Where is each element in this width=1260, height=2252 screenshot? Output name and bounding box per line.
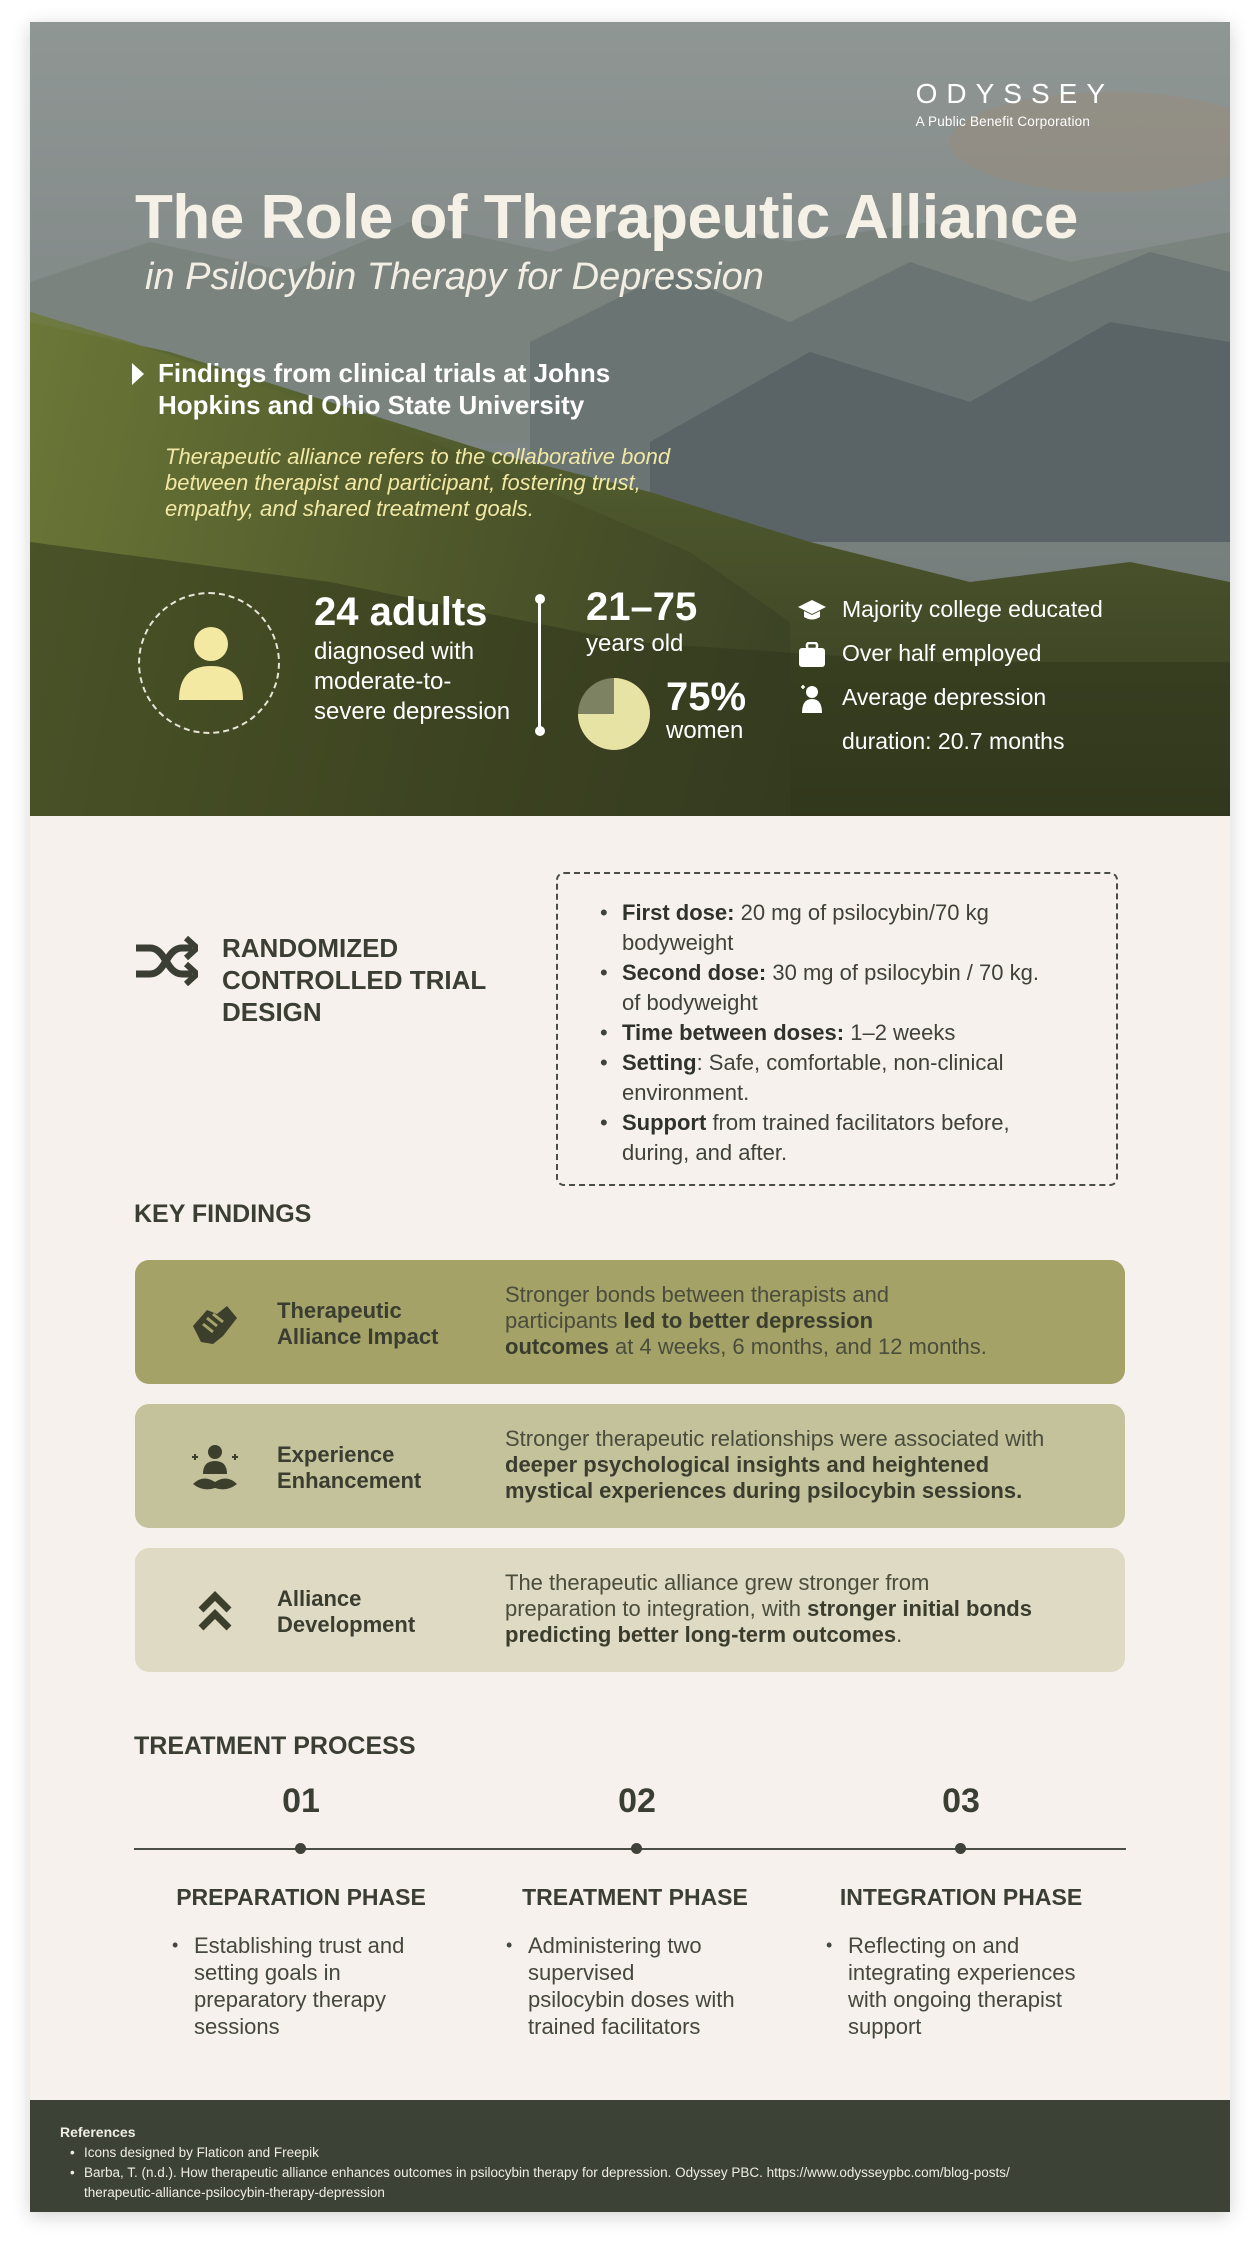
age-range: 21–75 <box>586 585 698 629</box>
dose-item-label: Second dose: <box>622 960 767 985</box>
phase-description <box>194 1932 404 2040</box>
dosing-details-box <box>556 872 1118 1186</box>
finding-text <box>505 1282 1105 1360</box>
phase-desc-line: • Administering two <box>528 1933 702 1958</box>
finding-text-line-2b: stronger initial bonds <box>807 1596 1032 1621</box>
avatar <box>138 592 280 734</box>
graduation-cap-icon <box>796 596 828 626</box>
phase-desc-line: support <box>848 2014 922 2039</box>
participants-stat <box>314 590 544 727</box>
depression-icon <box>796 684 828 714</box>
dose-item-text-2: during, and after. <box>622 1140 788 1165</box>
key-findings-heading: KEY FINDINGS <box>134 1200 312 1228</box>
dose-item-label: First dose: <box>622 900 735 925</box>
finding-text-line-1: The therapeutic alliance grew stronger from <box>505 1570 930 1595</box>
trial-title-line-1: RANDOMIZED <box>222 933 399 963</box>
dose-item <box>598 958 1096 1018</box>
step-number: 03 <box>942 1782 980 1820</box>
finding-text-line-2: deeper psychological insights and heightened <box>505 1452 990 1477</box>
trial-design-heading <box>222 932 552 1028</box>
step-number: 02 <box>618 1782 656 1820</box>
timeline-line <box>134 1848 1126 1850</box>
finding-label-line-2: Development <box>277 1612 416 1637</box>
phase-desc-line: • Establishing trust and <box>194 1933 405 1958</box>
hero-section <box>30 22 1230 816</box>
person-icon <box>175 624 247 704</box>
page-title: The Role of Therapeutic Alliance <box>135 183 1078 252</box>
timeline-dot <box>295 1843 306 1854</box>
women-label: women <box>666 717 744 744</box>
dose-item-text: 1–2 weeks <box>844 1020 956 1045</box>
finding-label <box>277 1442 477 1494</box>
handshake-fist-icon <box>187 1296 243 1352</box>
finding-label <box>277 1298 477 1350</box>
phase-desc-line: sessions <box>194 2014 280 2039</box>
timeline-dot <box>631 1843 642 1854</box>
finding-card-development <box>135 1548 1125 1672</box>
reference-item: • Icons designed by Flaticon and Freepik <box>70 2143 1230 2163</box>
finding-label-line-1: Therapeutic <box>277 1298 402 1323</box>
phase-desc-line: integrating experiences <box>848 1960 1076 1985</box>
phase-desc-line: setting goals in <box>194 1960 341 1985</box>
age-label: years old <box>586 630 684 657</box>
phase-desc-line: with ongoing therapist <box>848 1987 1063 2012</box>
finding-text-line-3b: . <box>896 1622 903 1647</box>
dose-item <box>598 1108 1096 1168</box>
phase-desc-line: trained facilitators <box>528 2014 701 2039</box>
adults-desc-3: severe depression <box>314 698 511 725</box>
finding-text-line-1: Stronger therapeutic relationships were associated with <box>505 1426 1045 1451</box>
fact-text: Average depression <box>842 684 1047 710</box>
finding-text-line-2a: participants <box>505 1308 624 1333</box>
shuffle-icon <box>134 936 198 986</box>
fact-text: Majority college educated <box>842 596 1103 622</box>
finding-text-line-2a: preparation to integration, with <box>505 1596 808 1621</box>
dose-item <box>598 898 1096 958</box>
references-footer <box>30 2100 1230 2212</box>
finding-text-line-3b: at 4 weeks, 6 months, and 12 months. <box>608 1334 987 1359</box>
brand-logo <box>916 78 1114 129</box>
finding-label-line-2: Enhancement <box>277 1468 422 1493</box>
finding-card-experience <box>135 1404 1125 1528</box>
fact-text: Over half employed <box>842 640 1042 666</box>
reference-url-continuation[interactable]: therapeutic-alliance-psilocybin-therapy-depression <box>84 2185 385 2200</box>
pointer-icon <box>132 363 144 385</box>
phase-desc-line: psilocybin doses with <box>528 1987 735 2012</box>
finding-text-line-3a: outcomes <box>505 1334 609 1359</box>
dose-item-text: 20 mg of psilocybin/70 kg <box>734 900 989 925</box>
phase-description <box>528 1932 735 2040</box>
double-chevron-up-icon <box>187 1584 243 1640</box>
fact-item <box>796 640 1103 684</box>
phase-title: INTEGRATION PHASE <box>839 1884 1083 1910</box>
phase-title: TREATMENT PHASE <box>522 1884 748 1910</box>
finding-card-impact <box>135 1260 1125 1384</box>
trial-title-line-3: DESIGN <box>222 997 322 1027</box>
dose-item-text-2: bodyweight <box>622 930 734 955</box>
dose-item-text: 30 mg of psilocybin / 70 kg. <box>766 960 1039 985</box>
finding-text <box>505 1426 1105 1504</box>
demographic-facts <box>796 596 1103 772</box>
age-stat <box>586 585 697 658</box>
timeline-dot <box>955 1843 966 1854</box>
brand-name: ODYSSEY <box>915 78 1114 109</box>
finding-text-line-3a: predicting better long-term outcomes <box>505 1622 897 1647</box>
adults-desc-1: diagnosed with <box>314 638 475 665</box>
references-heading: References <box>60 2124 136 2140</box>
dose-item-label: Time between doses: <box>622 1020 845 1045</box>
fact-continuation: duration: 20.7 months <box>842 728 1065 754</box>
finding-text <box>505 1570 1105 1648</box>
definition-line-1: Therapeutic alliance refers to the collaborative bond <box>165 444 671 469</box>
dose-item-label: Setting <box>622 1050 697 1075</box>
finding-label-line-2: Alliance Impact <box>277 1324 439 1349</box>
dose-item <box>598 1048 1096 1108</box>
finding-label <box>277 1586 477 1638</box>
definition-line-3: empathy, and shared treatment goals. <box>165 496 534 521</box>
finding-label-line-1: Alliance <box>277 1586 362 1611</box>
adults-desc-2: moderate-to- <box>314 668 452 695</box>
adults-count: 24 adults <box>314 590 488 634</box>
women-percent: 75% <box>666 675 747 719</box>
fact-item <box>796 596 1103 640</box>
findings-line-1: Findings from clinical trials at Johns <box>158 358 611 388</box>
alliance-definition <box>165 444 745 522</box>
dose-item-text-2: of bodyweight <box>622 990 758 1015</box>
treatment-process-heading: TREATMENT PROCESS <box>134 1732 416 1760</box>
dose-item-text: : Safe, comfortable, non-clinical <box>696 1050 1004 1075</box>
trial-title-line-2: CONTROLLED TRIAL <box>222 965 487 995</box>
brand-tagline: A Public Benefit Corporation <box>915 114 1091 129</box>
finding-text-line-1: Stronger bonds between therapists and <box>505 1282 890 1307</box>
finding-text-line-2b: led to better depression <box>623 1308 874 1333</box>
phase-desc-line: preparatory therapy <box>194 1987 386 2012</box>
dose-item <box>598 1018 1096 1048</box>
dose-item-text-2: environment. <box>622 1080 750 1105</box>
stat-divider <box>538 598 541 732</box>
reference-item[interactable] <box>70 2163 1230 2203</box>
finding-text-line-3: mystical experiences during psilocybin sessions. <box>505 1478 1023 1503</box>
phase-desc-line: • Reflecting on and <box>848 1933 1020 1958</box>
dose-item-label: Support <box>622 1110 707 1135</box>
findings-source <box>132 357 678 421</box>
briefcase-icon <box>796 640 828 670</box>
phase-description <box>848 1932 1075 2040</box>
definition-line-2: between therapist and participant, fostering trust, <box>165 470 641 495</box>
infographic-card <box>30 22 1230 2212</box>
phase-desc-line: supervised <box>528 1960 635 1985</box>
page-subtitle: in Psilocybin Therapy for Depression <box>145 256 764 298</box>
phase-title: PREPARATION PHASE <box>176 1884 426 1910</box>
dose-item-text: from trained facilitators before, <box>706 1110 1010 1135</box>
reference-text[interactable]: Barba, T. (n.d.). How therapeutic alliance enhances outcomes in psilocybin therapy for depression. Odyssey PBC. https://www.odysseypbc.com/blog-posts/ <box>84 2165 1010 2180</box>
women-pie-chart <box>576 676 652 752</box>
findings-line-2: Hopkins and Ohio State University <box>158 390 585 420</box>
finding-label-line-1: Experience <box>277 1442 395 1467</box>
fact-item <box>796 684 1103 728</box>
women-stat <box>666 676 746 744</box>
meditation-icon <box>187 1440 243 1496</box>
step-number: 01 <box>282 1782 320 1820</box>
